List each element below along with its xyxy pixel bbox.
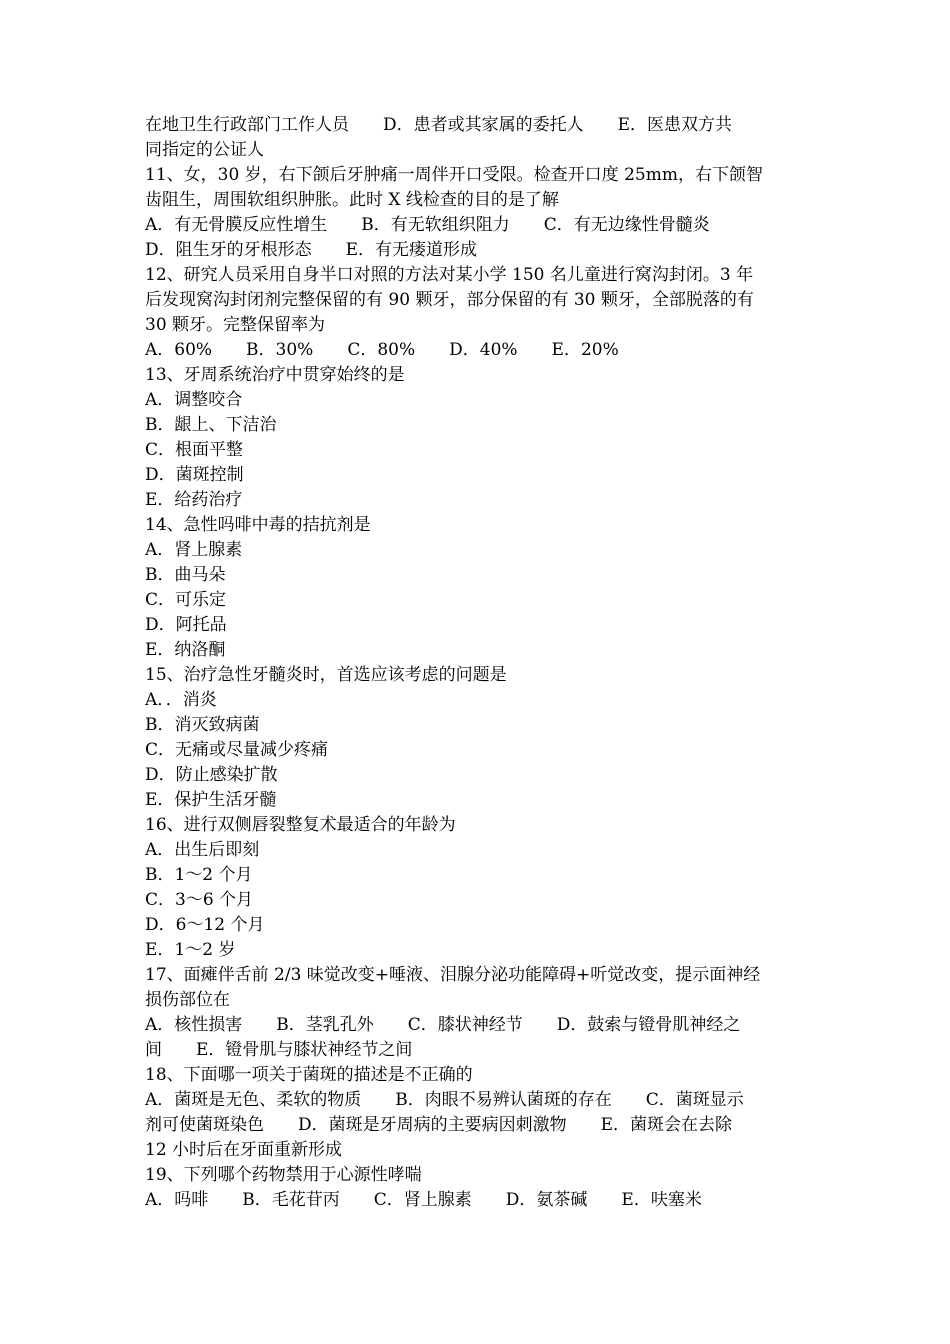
question-15-option: E．保护生活牙髓 bbox=[145, 790, 277, 810]
question-18-stem: 18、下面哪一项关于菌斑的描述是不正确的 bbox=[145, 1065, 473, 1085]
question-14-option: E．纳洛酮 bbox=[145, 640, 226, 660]
question-12-stem: 后发现窝沟封闭剂完整保留的有 90 颗牙，部分保留的有 30 颗牙，全部脱落的有 bbox=[145, 290, 754, 310]
question-13-option: A．调整咬合 bbox=[145, 390, 243, 410]
question-18-options: A．菌斑是无色、柔软的物质 B．肉眼不易辨认菌斑的存在 C．菌斑显示 bbox=[145, 1090, 744, 1110]
question-14-option: A．肾上腺素 bbox=[145, 540, 243, 560]
text-line: 在地卫生行政部门工作人员 D．患者或其家属的委托人 E．医患双方共 bbox=[145, 115, 733, 135]
question-11-stem: 11、女，30 岁，右下颌后牙肿痛一周伴开口受限。检查开口度 25mm，右下颌智 bbox=[145, 165, 763, 185]
question-13-stem: 13、牙周系统治疗中贯穿始终的是 bbox=[145, 365, 405, 385]
question-13-option: E．给药治疗 bbox=[145, 490, 243, 510]
document-body bbox=[145, 113, 810, 1213]
question-15-option: B．消灭致病菌 bbox=[145, 715, 260, 735]
question-12-stem: 12、研究人员采用自身半口对照的方法对某小学 150 名儿童进行窝沟封闭。3 年 bbox=[145, 265, 754, 285]
question-14-option: B．曲马朵 bbox=[145, 565, 226, 585]
question-13-option: D．菌斑控制 bbox=[145, 465, 244, 485]
question-18-options: 12 小时后在牙面重新形成 bbox=[145, 1140, 343, 1160]
question-17-options: A．核性损害 B．茎乳孔外 C．膝状神经节 D．鼓索与镫骨肌神经之 bbox=[145, 1015, 741, 1035]
question-17-stem: 损伤部位在 bbox=[145, 990, 230, 1010]
question-15-option: A．．消炎 bbox=[145, 690, 217, 710]
question-14-option: D．阿托品 bbox=[145, 615, 227, 635]
question-18-options: 剂可使菌斑染色 D．菌斑是牙周病的主要病因刺激物 E．菌斑会在去除 bbox=[145, 1115, 733, 1135]
question-11-options: D．阻生牙的牙根形态 E．有无瘘道形成 bbox=[145, 240, 478, 260]
question-12-options: A．60% B．30% C．80% D．40% E．20% bbox=[145, 340, 619, 360]
question-15-stem: 15、治疗急性牙髓炎时，首选应该考虑的问题是 bbox=[145, 665, 507, 685]
question-11-options: A．有无骨膜反应性增生 B．有无软组织阻力 C．有无边缘性骨髓炎 bbox=[145, 215, 710, 235]
question-11-stem: 齿阻生，周围软组织肿胀。此时 X 线检查的目的是了解 bbox=[145, 190, 559, 210]
question-16-option: E．1～2 岁 bbox=[145, 940, 236, 960]
question-16-option: A．出生后即刻 bbox=[145, 840, 260, 860]
question-17-stem: 17、面瘫伴舌前 2/3 味觉改变+唾液、泪腺分泌功能障碍+听觉改变，提示面神经 bbox=[145, 965, 761, 985]
question-16-option: D．6～12 个月 bbox=[145, 915, 265, 935]
question-17-options: 间 E．镫骨肌与膝状神经节之间 bbox=[145, 1040, 413, 1060]
question-14-stem: 14、急性吗啡中毒的拮抗剂是 bbox=[145, 515, 371, 535]
question-19-options: A．吗啡 B．毛花苷丙 C．肾上腺素 D．氨茶碱 E．呋塞米 bbox=[145, 1190, 702, 1210]
question-12-stem: 30 颗牙。完整保留率为 bbox=[145, 315, 326, 335]
question-13-option: B．龈上、下洁治 bbox=[145, 415, 277, 435]
question-13-option: C．根面平整 bbox=[145, 440, 244, 460]
question-14-option: C．可乐定 bbox=[145, 590, 227, 610]
question-15-option: C．无痛或尽量减少疼痛 bbox=[145, 740, 329, 760]
text-line: 同指定的公证人 bbox=[145, 140, 264, 160]
question-16-option: B．1～2 个月 bbox=[145, 865, 253, 885]
question-16-option: C．3～6 个月 bbox=[145, 890, 254, 910]
question-19-stem: 19、下列哪个药物禁用于心源性哮喘 bbox=[145, 1165, 422, 1185]
question-15-option: D．防止感染扩散 bbox=[145, 765, 278, 785]
question-16-stem: 16、进行双侧唇裂整复术最适合的年龄为 bbox=[145, 815, 456, 835]
